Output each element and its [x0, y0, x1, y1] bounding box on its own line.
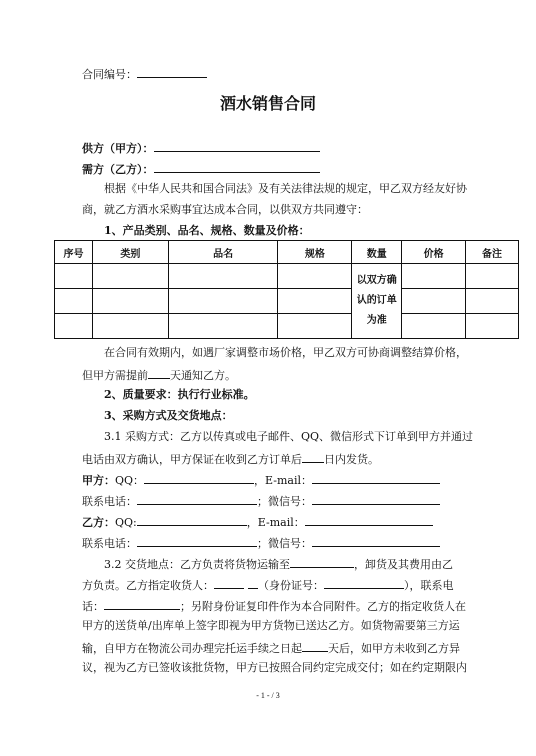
receiver-extra-blank[interactable]	[248, 577, 258, 589]
intro-line-2: 商，就乙方酒水采购事宜达成本合同，以供双方共同遵守：	[82, 203, 368, 216]
contract-number-blank[interactable]	[137, 66, 207, 78]
receiver-label: 方负责。乙方指定收货人：	[82, 579, 214, 592]
id-number-label: （身份证号：	[258, 579, 324, 592]
section-2-heading: 2、质量要求：执行行业标准。	[104, 388, 255, 401]
table-header-row	[55, 241, 519, 264]
notice-prefix: 但甲方需提前	[82, 369, 148, 382]
table-cell[interactable]	[466, 264, 519, 289]
table-cell[interactable]	[278, 314, 352, 339]
party-a-wechat-blank[interactable]	[312, 493, 440, 505]
contract-number-label: 合同编号：	[82, 68, 137, 81]
receiver-name-blank[interactable]	[214, 577, 244, 589]
table-row	[55, 264, 519, 289]
table-cell[interactable]	[92, 314, 168, 339]
notice-suffix: 天通知乙方。	[170, 369, 236, 382]
party-b-contact-line-2	[82, 535, 440, 551]
col-header-price: 价格	[402, 241, 466, 264]
party-a-qq-label: QQ：	[115, 474, 145, 487]
table-cell[interactable]	[278, 289, 352, 314]
buyer-label: 需方（乙方）：	[82, 163, 154, 176]
logistics-days-blank[interactable]	[302, 640, 328, 652]
delivery-place-line-4: 甲方的送货单/出库单上签字即视为甲方货物已送达乙方。如货物需要第三方运	[82, 619, 460, 632]
id-copy-note: ；另附身份证复印件作为本合同附件。乙方的指定收货人在	[180, 600, 466, 613]
party-a-email-blank[interactable]	[312, 472, 440, 484]
party-b-qq-label: QQ:	[115, 516, 137, 529]
party-b-email-label: ，E-mail：	[246, 516, 305, 529]
page-title: 酒水销售合同	[219, 94, 316, 113]
col-header-quantity: 数量	[352, 241, 402, 264]
table-row	[55, 314, 519, 339]
table-cell[interactable]	[92, 264, 168, 289]
table-cell[interactable]	[55, 314, 93, 339]
table-cell[interactable]	[466, 314, 519, 339]
delivery-place-line-5	[82, 640, 460, 656]
page-number: - 1 - / 3	[256, 691, 280, 700]
quantity-note-cell	[352, 264, 402, 339]
party-b-label: 乙方：	[82, 516, 115, 529]
table-cell[interactable]	[92, 289, 168, 314]
supplier-label: 供方（甲方）：	[82, 142, 154, 155]
table-cell[interactable]	[402, 289, 466, 314]
party-b-email-blank[interactable]	[305, 514, 433, 526]
quantity-note-line: 以双方确	[356, 275, 397, 286]
party-a-wechat-label: ；微信号：	[257, 495, 312, 508]
receiver-phone-blank[interactable]	[104, 598, 180, 610]
party-a-phone-blank[interactable]	[137, 493, 257, 505]
table-cell[interactable]	[278, 264, 352, 289]
price-adjust-line-1: 在合同有效期内，如遇厂家调整市场价格，甲乙双方可协商调整结算价格，	[104, 346, 467, 359]
table-cell[interactable]	[402, 314, 466, 339]
party-a-contact-line-1	[82, 472, 440, 488]
delivery-address-blank[interactable]	[290, 556, 354, 568]
delivery-place-line-2	[82, 577, 454, 593]
intro-line-1: 根据《中华人民共和国合同法》及有关法律法规的规定，甲乙双方经友好协	[104, 182, 467, 195]
receiver-phone-label: ），联系电	[404, 579, 454, 592]
table-row	[55, 289, 519, 314]
party-a-contact-line-2	[82, 493, 440, 509]
table-cell[interactable]	[55, 264, 93, 289]
col-header-remarks: 备注	[466, 241, 519, 264]
col-header-no: 序号	[55, 241, 93, 264]
party-a-label: 甲方：	[82, 474, 115, 487]
party-b-qq-blank[interactable]	[137, 514, 247, 526]
party-b-phone-label: 联系电话：	[82, 537, 137, 550]
delivery-days-suffix: 日内发货。	[324, 453, 379, 466]
buyer-blank[interactable]	[154, 161, 320, 173]
table-cell[interactable]	[168, 314, 278, 339]
table-cell[interactable]	[402, 264, 466, 289]
delivery-place-suffix: ，卸货及其费用由乙	[354, 558, 453, 571]
buyer-line	[82, 161, 320, 177]
table-cell[interactable]	[466, 289, 519, 314]
contract-number-line	[82, 66, 207, 82]
supplier-line	[82, 140, 320, 156]
party-a-email-label: ，E-mail：	[254, 474, 313, 487]
logistics-prefix: 输，自甲方在物流公司办理完托运手续之日起	[82, 642, 302, 655]
price-adjust-line-2	[82, 367, 236, 383]
section-1-heading: 1、产品类别、品名、规格、数量及价格：	[104, 224, 310, 237]
party-b-wechat-blank[interactable]	[312, 535, 440, 547]
id-number-blank[interactable]	[324, 577, 404, 589]
purchase-method-line-2	[82, 451, 379, 467]
party-a-qq-blank[interactable]	[144, 472, 254, 484]
logistics-suffix: 天后，如甲方未收到乙方异	[328, 642, 460, 655]
col-header-spec: 规格	[278, 241, 352, 264]
table-cell[interactable]	[168, 264, 278, 289]
supplier-blank[interactable]	[154, 140, 320, 152]
purchase-method-line-1: 3.1 采购方式：乙方以传真或电子邮件、QQ、微信形式下订单到甲方并通过	[104, 430, 474, 443]
product-table	[54, 240, 519, 339]
delivery-days-prefix: 电话由双方确认，甲方保证在收到乙方订单后	[82, 453, 302, 466]
table-cell[interactable]	[168, 289, 278, 314]
party-b-phone-blank[interactable]	[137, 535, 257, 547]
col-header-product-name: 品名	[168, 241, 278, 264]
receiver-phone-label-cont: 话：	[82, 600, 104, 613]
delivery-place-line-3	[82, 598, 466, 614]
delivery-place-prefix: 3.2 交货地点：乙方负责将货物运输至	[104, 558, 290, 571]
delivery-place-line-1	[104, 556, 453, 572]
delivery-days-blank[interactable]	[302, 451, 324, 463]
col-header-category: 类别	[92, 241, 168, 264]
party-b-wechat-label: ；微信号：	[257, 537, 312, 550]
notice-days-blank[interactable]	[148, 367, 170, 379]
delivery-place-line-6: 议，视为乙方已签收该批货物，甲方已按照合同约定完成交付；如在约定期限内	[82, 661, 467, 674]
section-3-heading: 3、采购方式及交货地点：	[104, 409, 233, 422]
party-b-contact-line-1	[82, 514, 433, 530]
table-cell[interactable]	[55, 289, 93, 314]
quantity-note-line: 认的订单	[356, 295, 397, 306]
party-a-phone-label: 联系电话：	[82, 495, 137, 508]
quantity-note-line: 为准	[366, 315, 387, 326]
